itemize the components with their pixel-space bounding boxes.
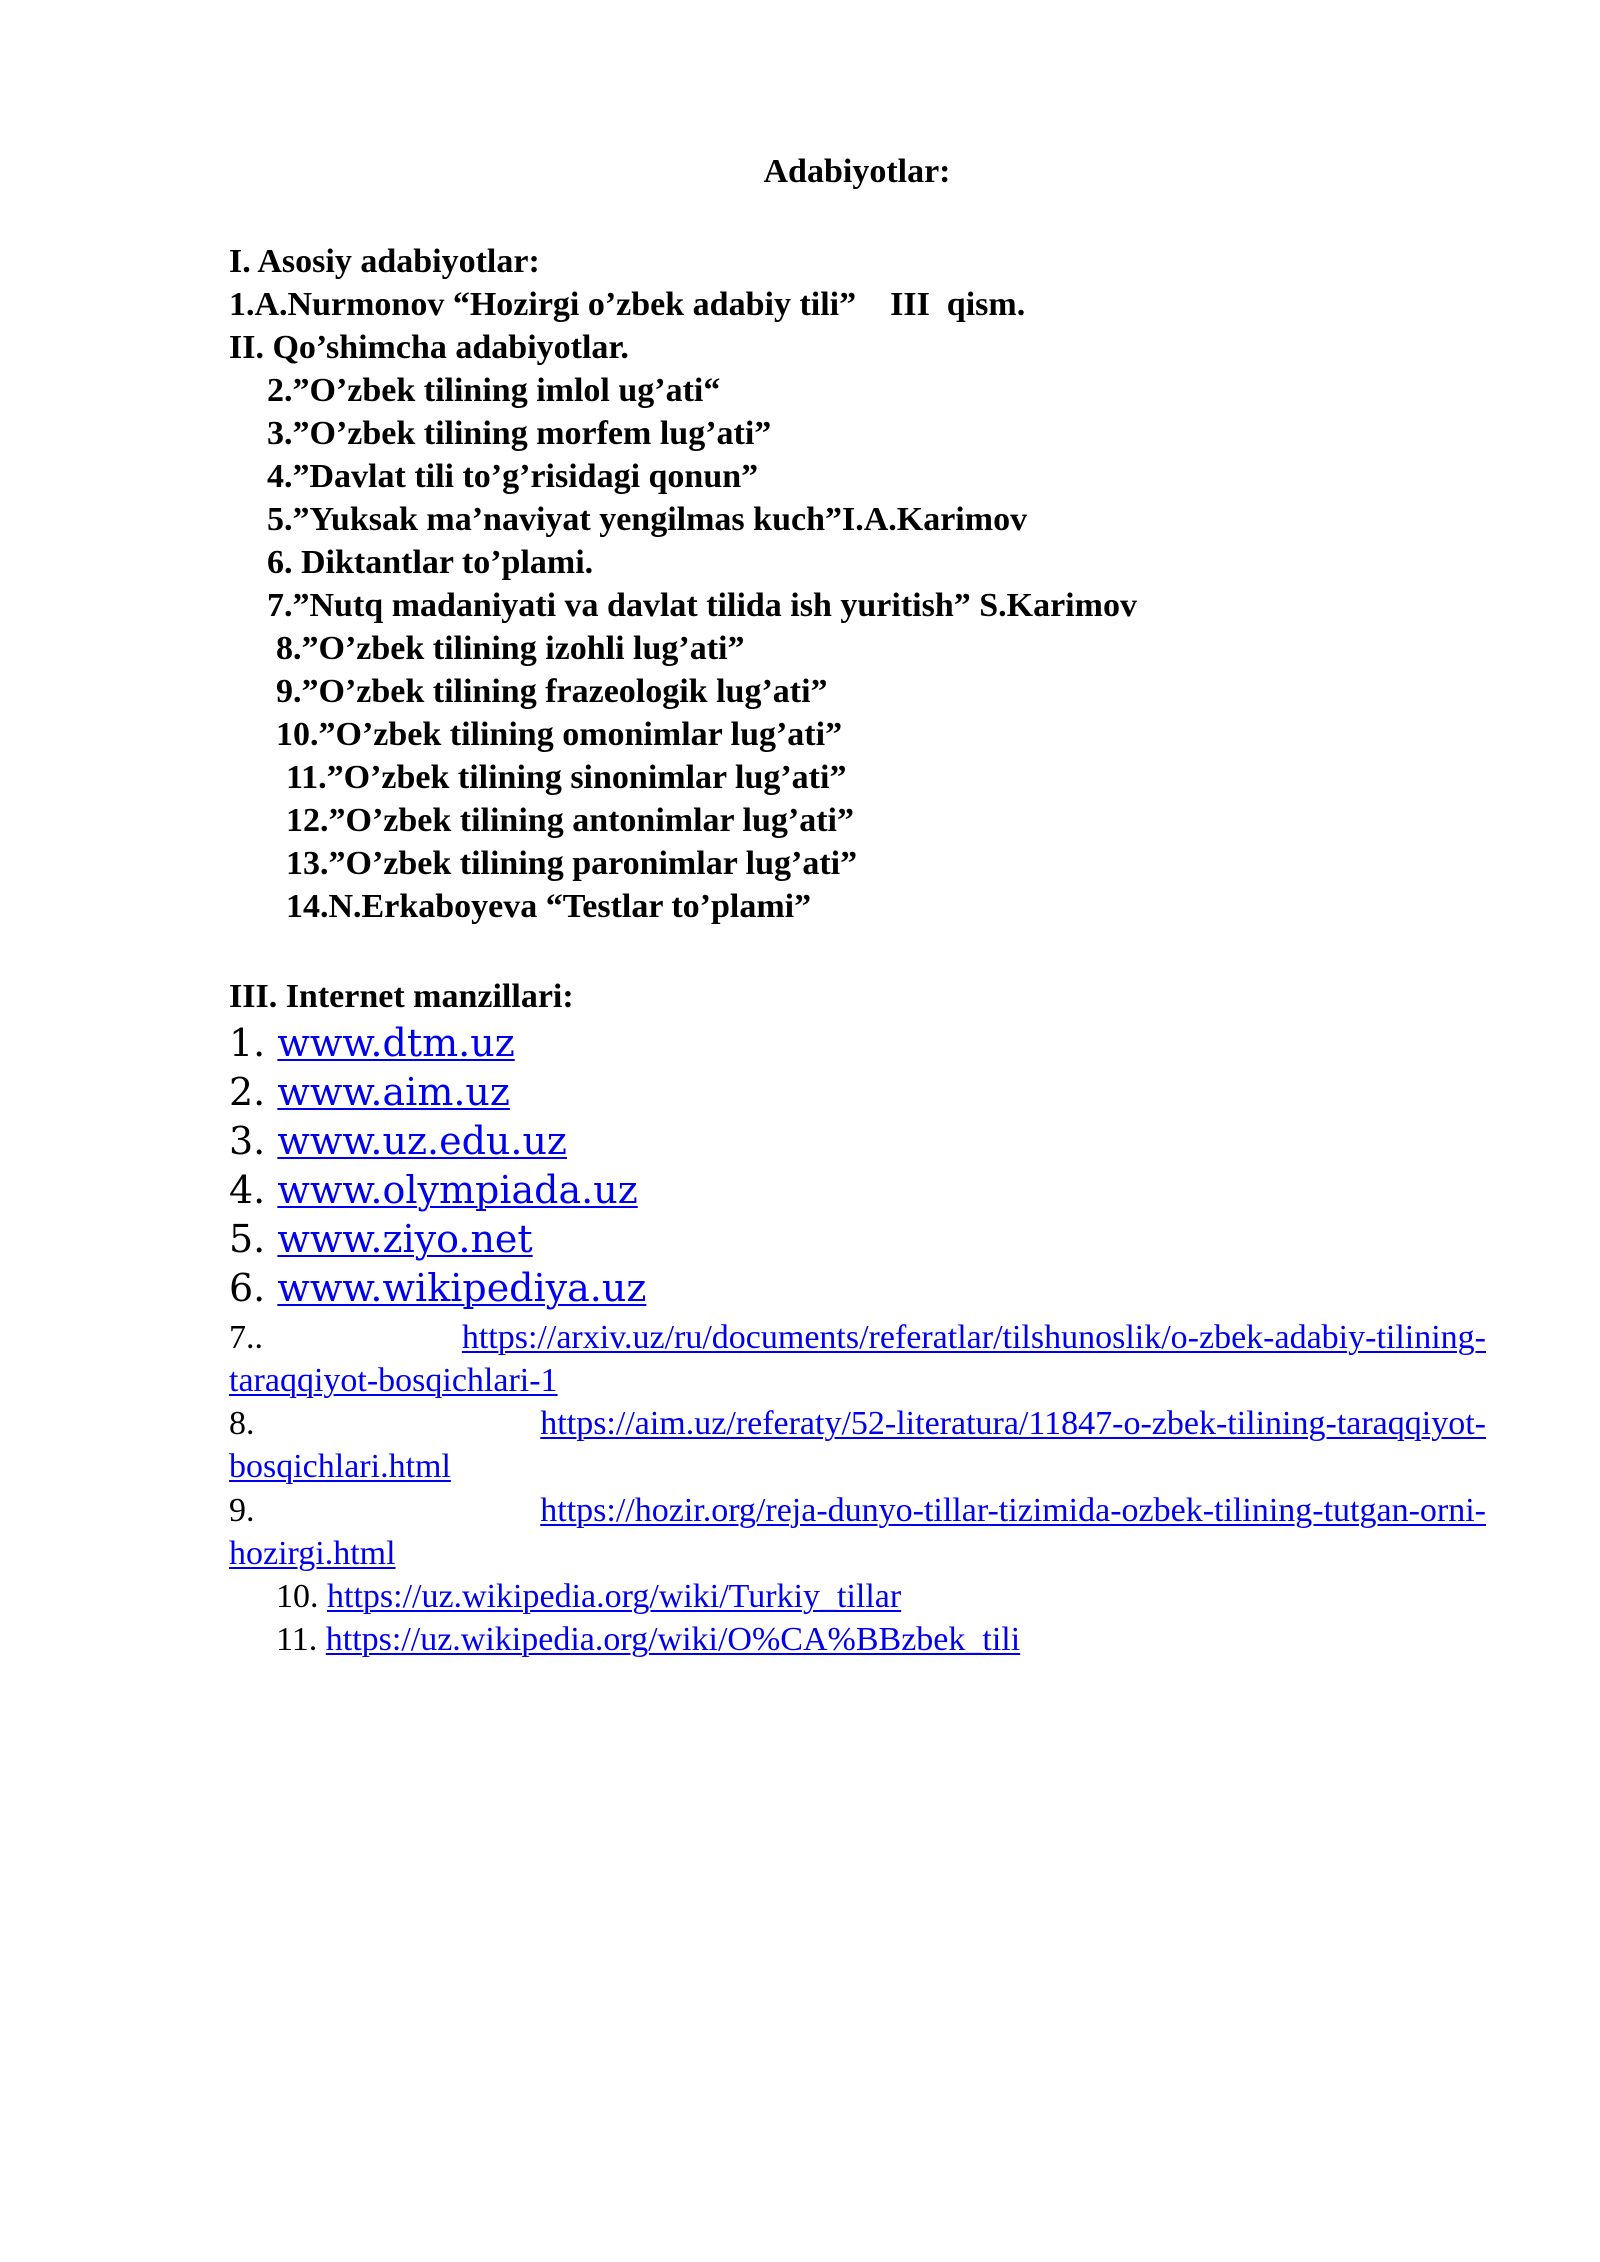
- link-number: 8.: [229, 1405, 255, 1442]
- website-number: 4.: [229, 1168, 266, 1212]
- link-aim-referaty-continued[interactable]: bosqichlari.html: [229, 1448, 451, 1485]
- link-number: 11.: [276, 1621, 318, 1658]
- website-link-wikipediya[interactable]: www.wikipediya.uz: [277, 1266, 647, 1310]
- long-link-continuation: [229, 1532, 396, 1575]
- link-hozir-continued[interactable]: hozirgi.html: [229, 1535, 396, 1572]
- website-number: 2.: [229, 1070, 266, 1114]
- website-link-aim[interactable]: www.aim.uz: [277, 1070, 510, 1114]
- reference-item: 2.”O’zbek tilining imlol ug’ati“: [267, 372, 721, 409]
- reference-item: 7.”Nutq madaniyati va davlat tilida ish yuritish” S.Karimov: [267, 587, 1137, 624]
- website-number: 1.: [229, 1021, 266, 1065]
- website-item: [229, 1019, 515, 1068]
- reference-item: 8.”O’zbek tilining izohli lug’ati”: [276, 630, 745, 667]
- website-item: [229, 1264, 646, 1313]
- section-heading-internet: III. Internet manzillari:: [229, 978, 574, 1015]
- link-wiki-turkiy-tillar[interactable]: https://uz.wikipedia.org/wiki/Turkiy_tillar: [327, 1578, 902, 1615]
- website-number: 3.: [229, 1119, 266, 1163]
- link-number: 10.: [276, 1578, 319, 1615]
- website-item: [229, 1068, 510, 1117]
- long-link-continuation: [229, 1359, 558, 1402]
- reference-item: 12.”O’zbek tilining antonimlar lug’ati”: [286, 802, 854, 839]
- website-number: 5.: [229, 1217, 266, 1261]
- website-item: [229, 1166, 638, 1215]
- reference-item: 9.”O’zbek tilining frazeologik lug’ati”: [276, 673, 828, 710]
- link-wiki-ozbek-tili[interactable]: https://uz.wikipedia.org/wiki/O%CA%BBzbek_tili: [325, 1621, 1021, 1658]
- reference-item: 4.”Davlat tili to’g’risidagi qonun”: [267, 458, 759, 495]
- long-link-continuation: [229, 1445, 451, 1488]
- long-link-row: [229, 1316, 1486, 1359]
- website-item: [229, 1117, 567, 1166]
- wiki-link-item: [276, 1618, 1020, 1661]
- link-number: 7..: [229, 1319, 263, 1356]
- reference-item: 10.”O’zbek tilining omonimlar lug’ati”: [276, 716, 843, 753]
- website-link-uz-edu[interactable]: www.uz.edu.uz: [277, 1119, 567, 1163]
- website-item: [229, 1215, 533, 1264]
- wiki-link-item: [276, 1575, 901, 1618]
- reference-item: 3.”O’zbek tilining morfem lug’ati”: [267, 415, 772, 452]
- link-aim-referaty[interactable]: https://aim.uz/referaty/52-literatura/11847-o-zbek-tilining-taraqqiyot-: [540, 1405, 1486, 1442]
- page-title: Adabiyotlar:: [763, 153, 951, 190]
- long-link-row: [229, 1402, 1486, 1445]
- website-link-dtm[interactable]: www.dtm.uz: [277, 1021, 515, 1065]
- reference-item: 5.”Yuksak ma’naviyat yengilmas kuch”I.A.Karimov: [267, 501, 1028, 538]
- section-heading-main: I. Asosiy adabiyotlar:: [229, 243, 540, 280]
- reference-item: 6. Diktantlar to’plami.: [267, 544, 594, 581]
- reference-item: 1.A.Nurmonov “Hozirgi o’zbek adabiy tili” III qism.: [229, 286, 1026, 323]
- link-number: 9.: [229, 1492, 255, 1529]
- link-arxiv[interactable]: https://arxiv.uz/ru/documents/referatlar/tilshunoslik/o-zbek-adabiy-tilining-: [461, 1319, 1486, 1356]
- long-link-row: [229, 1489, 1486, 1532]
- website-number: 6.: [229, 1266, 266, 1310]
- reference-item: 11.”O’zbek tilining sinonimlar lug’ati”: [286, 759, 847, 796]
- link-arxiv-continued[interactable]: taraqqiyot-bosqichlari-1: [229, 1362, 558, 1399]
- reference-item: 14.N.Erkaboyeva “Testlar to’plami”: [286, 888, 812, 925]
- link-hozir[interactable]: https://hozir.org/reja-dunyo-tillar-tizimida-ozbek-tilining-tutgan-orni-: [540, 1492, 1486, 1529]
- section-heading-additional: II. Qo’shimcha adabiyotlar.: [229, 329, 629, 366]
- reference-item: 13.”O’zbek tilining paronimlar lug’ati”: [286, 845, 858, 882]
- website-link-ziyo[interactable]: www.ziyo.net: [277, 1217, 533, 1261]
- website-link-olympiada[interactable]: www.olympiada.uz: [277, 1168, 638, 1212]
